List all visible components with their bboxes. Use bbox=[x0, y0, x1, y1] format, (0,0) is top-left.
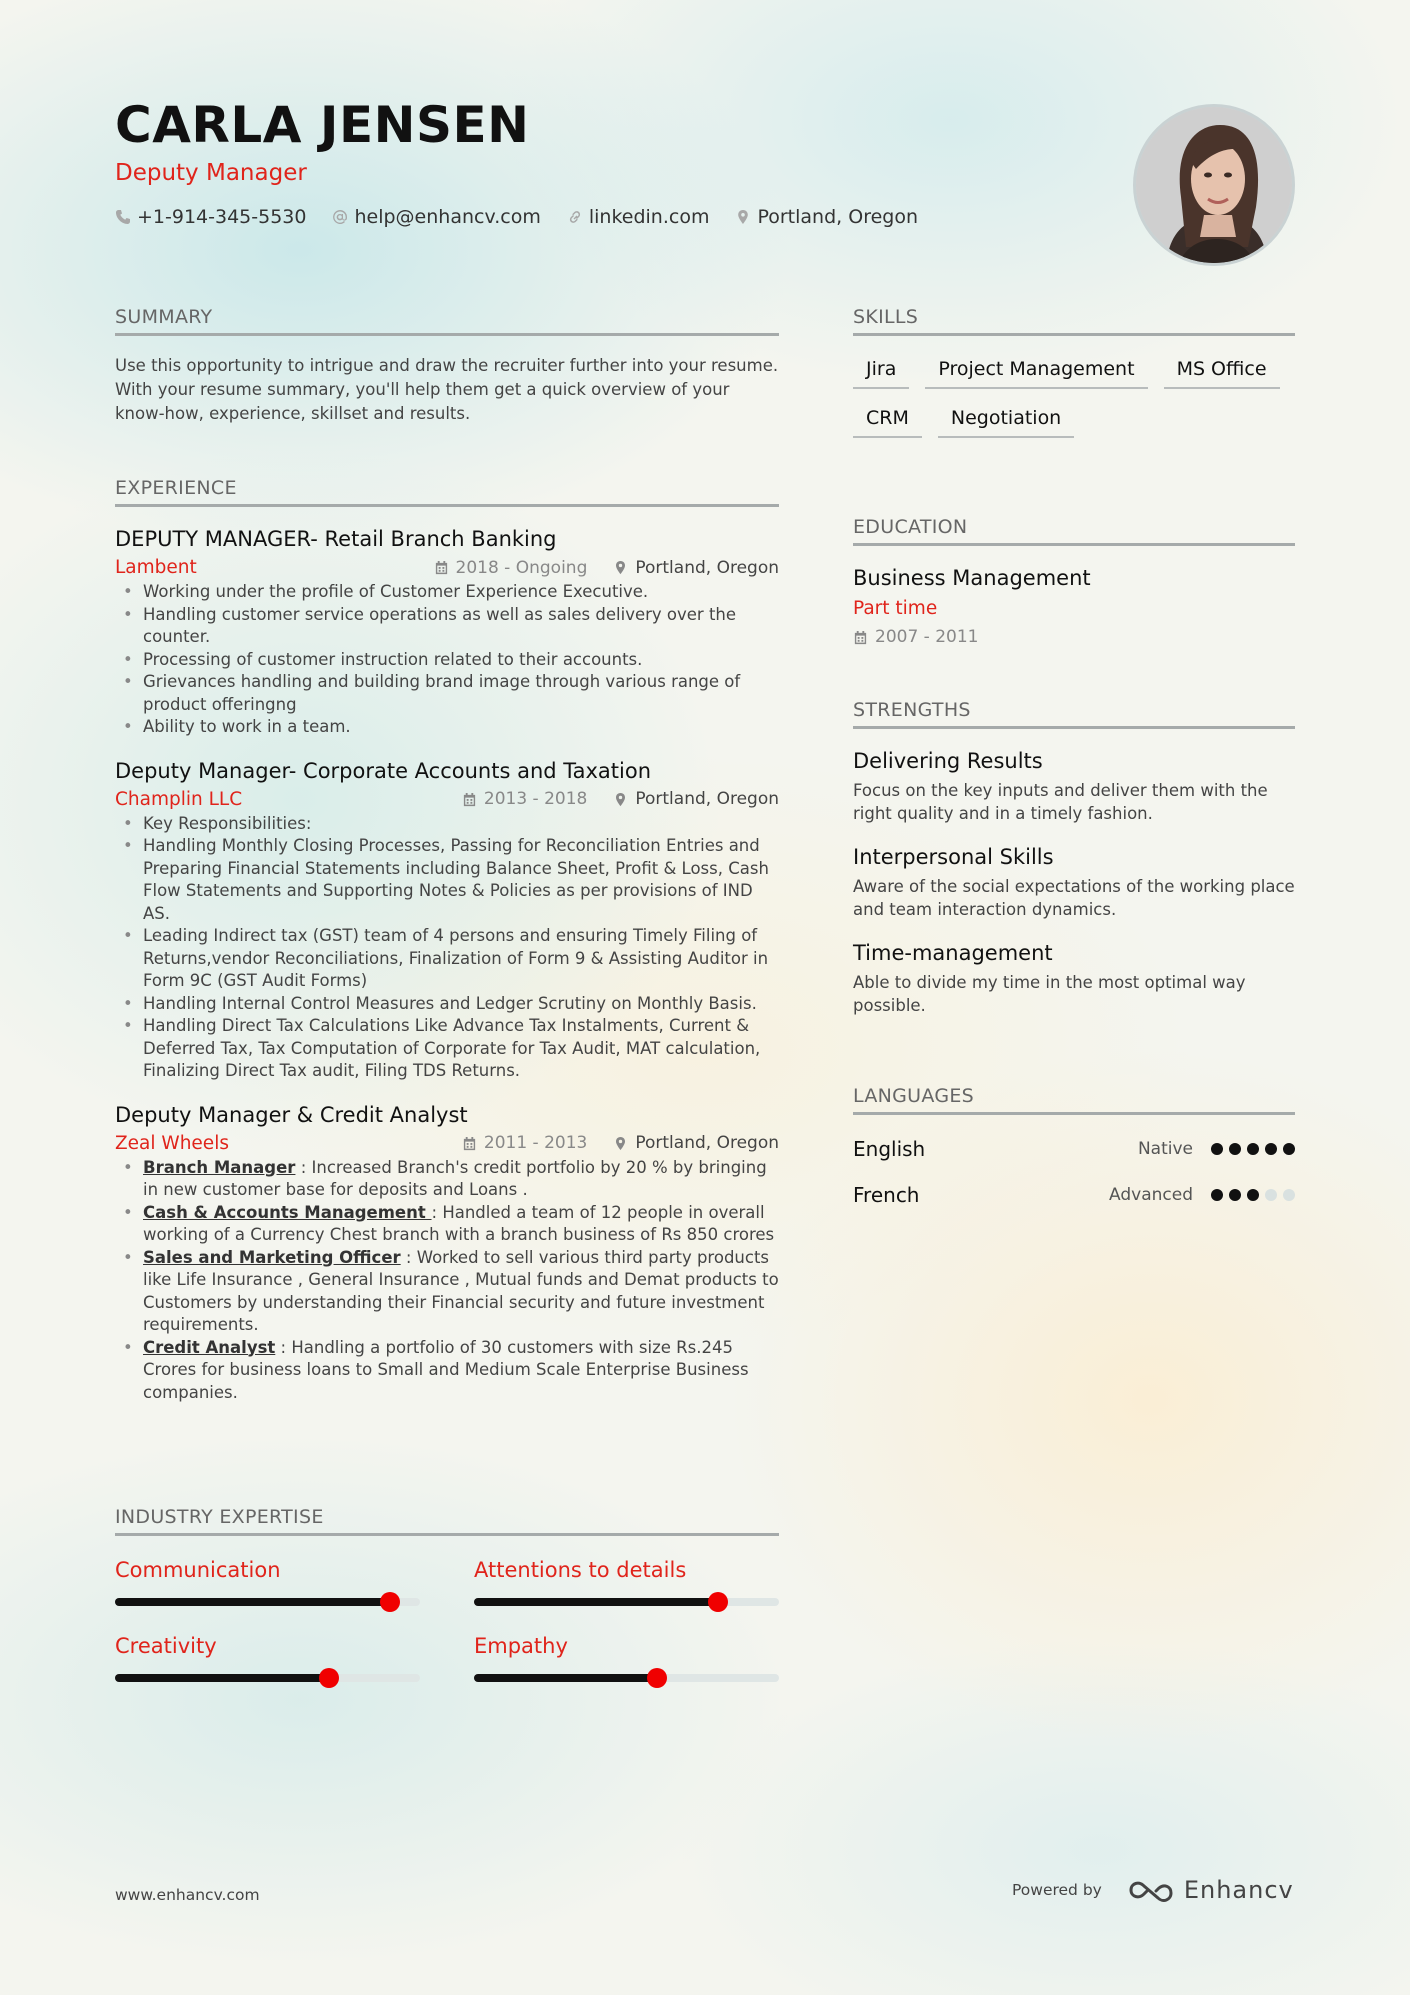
skill-tag: Negotiation bbox=[938, 407, 1074, 438]
avatar-photo-icon bbox=[1136, 107, 1295, 266]
summary-heading: SUMMARY bbox=[115, 306, 779, 336]
bullet: • Credit Analyst : Handling a portfolio of 30 customers with size Rs.245 Crores for business loans to Small and Medium Scale Enterprise Business companies. bbox=[115, 1337, 779, 1405]
candidate-name: CARLA JENSEN bbox=[115, 96, 530, 154]
enhancv-logo-icon bbox=[1128, 1877, 1174, 1903]
education-degree: Business Management bbox=[853, 566, 1091, 590]
bullet-role: Cash & Accounts Management bbox=[143, 1202, 432, 1222]
bullet: • Cash & Accounts Management : Handled a team of 12 people in overall working of a Currency Chest branch with a branch business of Rs 850 crores bbox=[115, 1202, 779, 1247]
language-level: Native bbox=[1137, 1139, 1193, 1159]
calendar-icon bbox=[853, 630, 868, 645]
linkedin-text: linkedin.com bbox=[588, 206, 710, 228]
bullet: • Working under the profile of Customer Experience Executive. bbox=[115, 581, 779, 604]
dot-filled bbox=[1229, 1189, 1241, 1201]
dot-empty bbox=[1265, 1189, 1277, 1201]
calendar-icon bbox=[462, 792, 477, 807]
education-section bbox=[853, 516, 1295, 647]
powered-by-text: Powered by bbox=[1012, 1881, 1102, 1899]
strength-desc: Focus on the key inputs and deliver them with the right quality and in a timely fashion. bbox=[853, 781, 1268, 823]
language-name: French bbox=[853, 1183, 920, 1207]
bullet: • Handling Monthly Closing Processes, Passing for Reconciliation Entries and Preparing Financial Statements including Balance Sheet, Profit & Loss, Cash Flow Statements and Supporting Notes & Policies as per provisions of IND AS. bbox=[115, 835, 779, 925]
job-dates: 2011 - 2013 bbox=[462, 1133, 587, 1153]
bullet: • Branch Manager : Increased Branch's credit portfolio by 20 % by bringing in new customer base for deposits and Loans . bbox=[115, 1157, 779, 1202]
language-level: Advanced bbox=[1109, 1185, 1193, 1205]
job-location: Portland, Oregon bbox=[613, 558, 779, 578]
dot-filled bbox=[1211, 1143, 1223, 1155]
bullet: • Handling Internal Control Measures and Ledger Scrutiny on Monthly Basis. bbox=[115, 993, 779, 1016]
expertise-label: Creativity bbox=[115, 1634, 217, 1658]
job-location: Portland, Oregon bbox=[613, 789, 779, 809]
language-name: English bbox=[853, 1137, 926, 1161]
skill-tag: CRM bbox=[853, 407, 922, 438]
expertise-knob bbox=[647, 1668, 667, 1688]
brand-name: Enhancv bbox=[1183, 1876, 1294, 1904]
expertise-label: Attentions to details bbox=[474, 1558, 687, 1582]
strength-title: Interpersonal Skills bbox=[853, 845, 1054, 869]
expertise-knob bbox=[380, 1592, 400, 1612]
expertise-knob bbox=[708, 1592, 728, 1612]
expertise-bar bbox=[474, 1674, 779, 1682]
bullet: • Sales and Marketing Officer : Worked to sell various third party products like Life Insurance , General Insurance , Mutual funds and Demat products to Customers by understanding their Financial security and future investment requirements. bbox=[115, 1247, 779, 1337]
avatar bbox=[1133, 104, 1295, 266]
summary-text: Use this opportunity to intrigue and draw the recruiter further into your resume. With your resume summary, you'll help them get a quick overview of your know-how, experience, skillset and results. bbox=[115, 356, 779, 423]
bullet: • Handling customer service operations as well as sales delivery over the counter. bbox=[115, 604, 779, 649]
expertise-bar bbox=[115, 1674, 420, 1682]
calendar-icon bbox=[434, 560, 449, 575]
language-dots bbox=[1211, 1189, 1295, 1201]
skill-tag: MS Office bbox=[1164, 358, 1280, 389]
skill-tag: Jira bbox=[853, 358, 909, 389]
at-icon bbox=[332, 209, 348, 225]
phone-text: +1-914-345-5530 bbox=[137, 206, 307, 228]
job-bullets bbox=[115, 813, 779, 1083]
job-company: Lambent bbox=[115, 557, 197, 578]
job-meta bbox=[115, 557, 779, 578]
expertise-item bbox=[474, 1634, 779, 1682]
footer-branding bbox=[1012, 1876, 1294, 1904]
skills-heading: SKILLS bbox=[853, 306, 1295, 336]
language-row bbox=[853, 1137, 1295, 1161]
contact-bar bbox=[115, 206, 918, 228]
strength-title: Delivering Results bbox=[853, 749, 1043, 773]
location-pin-icon bbox=[613, 560, 628, 575]
experience-heading: EXPERIENCE bbox=[115, 477, 779, 507]
dot-filled bbox=[1283, 1143, 1295, 1155]
summary-section bbox=[115, 306, 779, 426]
strength-item bbox=[853, 749, 1295, 825]
strength-item bbox=[853, 845, 1295, 921]
education-heading: EDUCATION bbox=[853, 516, 1295, 546]
contact-phone[interactable] bbox=[115, 206, 306, 228]
bullet: • Grievances handling and building brand image through various range of product offeringng bbox=[115, 671, 779, 716]
candidate-title: Deputy Manager bbox=[115, 160, 307, 186]
strength-title: Time-management bbox=[853, 941, 1053, 965]
job-entry bbox=[115, 759, 779, 1083]
education-dates: 2007 - 2011 bbox=[853, 627, 1295, 647]
dot-filled bbox=[1229, 1143, 1241, 1155]
strengths-heading: STRENGTHS bbox=[853, 699, 1295, 729]
enhancv-logo[interactable] bbox=[1128, 1876, 1294, 1904]
contact-linkedin[interactable] bbox=[567, 206, 710, 228]
bullet: • Processing of customer instruction related to their accounts. bbox=[115, 649, 779, 672]
industry-expertise-section bbox=[115, 1506, 779, 1682]
language-row bbox=[853, 1183, 1295, 1207]
skill-tag: Project Management bbox=[925, 358, 1147, 389]
job-meta bbox=[115, 1133, 779, 1154]
language-dots bbox=[1211, 1143, 1295, 1155]
expertise-item bbox=[115, 1558, 420, 1606]
bullet: • Leading Indirect tax (GST) team of 4 persons and ensuring Timely Filing of Returns,vendor Reconciliations, Finalization of Form 9 & Assisting Auditor in Form 9C (GST Audit Forms) bbox=[115, 925, 779, 993]
expertise-knob bbox=[319, 1668, 339, 1688]
experience-section bbox=[115, 477, 779, 1404]
job-location: Portland, Oregon bbox=[613, 1133, 779, 1153]
location-pin-icon bbox=[613, 792, 628, 807]
email-text: help@enhancv.com bbox=[354, 206, 541, 228]
dot-filled bbox=[1247, 1189, 1259, 1201]
bullet-role: Sales and Marketing Officer bbox=[143, 1247, 401, 1267]
expertise-item bbox=[474, 1558, 779, 1606]
calendar-icon bbox=[462, 1136, 477, 1151]
link-icon bbox=[567, 209, 583, 225]
education-type: Part time bbox=[853, 598, 938, 619]
job-entry bbox=[115, 527, 779, 739]
job-company: Champlin LLC bbox=[115, 788, 243, 810]
job-title: Deputy Manager- Corporate Accounts and Taxation bbox=[115, 758, 652, 783]
industry-expertise-heading: INDUSTRY EXPERTISE bbox=[115, 1506, 779, 1536]
phone-icon bbox=[115, 209, 131, 225]
location-pin-icon bbox=[613, 1136, 628, 1151]
strength-desc: Aware of the social expectations of the working place and team interaction dynamics. bbox=[853, 877, 1295, 919]
strengths-section bbox=[853, 699, 1295, 1017]
strength-desc: Able to divide my time in the most optimal way possible. bbox=[853, 973, 1246, 1015]
job-dates: 2013 - 2018 bbox=[462, 789, 587, 809]
bullet-role: Credit Analyst bbox=[143, 1337, 276, 1357]
dot-empty bbox=[1283, 1189, 1295, 1201]
job-company: Zeal Wheels bbox=[115, 1132, 229, 1154]
job-title: DEPUTY MANAGER- Retail Branch Banking bbox=[115, 527, 557, 551]
languages-heading: LANGUAGES bbox=[853, 1085, 1295, 1115]
footer-website-link[interactable]: www.enhancv.com bbox=[115, 1886, 260, 1904]
job-bullets bbox=[115, 581, 779, 739]
contact-email[interactable] bbox=[332, 206, 540, 228]
expertise-bar bbox=[474, 1598, 779, 1606]
job-bullets bbox=[115, 1157, 779, 1405]
expertise-bar bbox=[115, 1598, 420, 1606]
expertise-label: Communication bbox=[115, 1558, 281, 1582]
skills-section bbox=[853, 306, 1295, 438]
dot-filled bbox=[1265, 1143, 1277, 1155]
bullet: • Key Responsibilities: bbox=[115, 813, 779, 836]
job-dates: 2018 - Ongoing bbox=[434, 558, 588, 578]
bullet: • Ability to work in a team. bbox=[115, 716, 779, 739]
expertise-label: Empathy bbox=[474, 1634, 568, 1658]
bullet: • Handling Direct Tax Calculations Like Advance Tax Instalments, Current & Deferred Tax, Tax Computation of Corporate for Tax Audit, MAT calculation, Finalizing Direct Tax audit, Filing TDS Returns. bbox=[115, 1015, 779, 1083]
dot-filled bbox=[1247, 1143, 1259, 1155]
dot-filled bbox=[1211, 1189, 1223, 1201]
strength-item bbox=[853, 941, 1295, 1017]
job-meta bbox=[115, 789, 779, 810]
job-title: Deputy Manager & Credit Analyst bbox=[115, 1102, 468, 1127]
job-entry bbox=[115, 1103, 779, 1405]
contact-location bbox=[735, 206, 918, 228]
location-pin-icon bbox=[735, 209, 751, 225]
location-text: Portland, Oregon bbox=[757, 206, 919, 228]
bullet-role: Branch Manager bbox=[143, 1157, 296, 1177]
languages-section bbox=[853, 1085, 1295, 1207]
expertise-item bbox=[115, 1634, 420, 1682]
